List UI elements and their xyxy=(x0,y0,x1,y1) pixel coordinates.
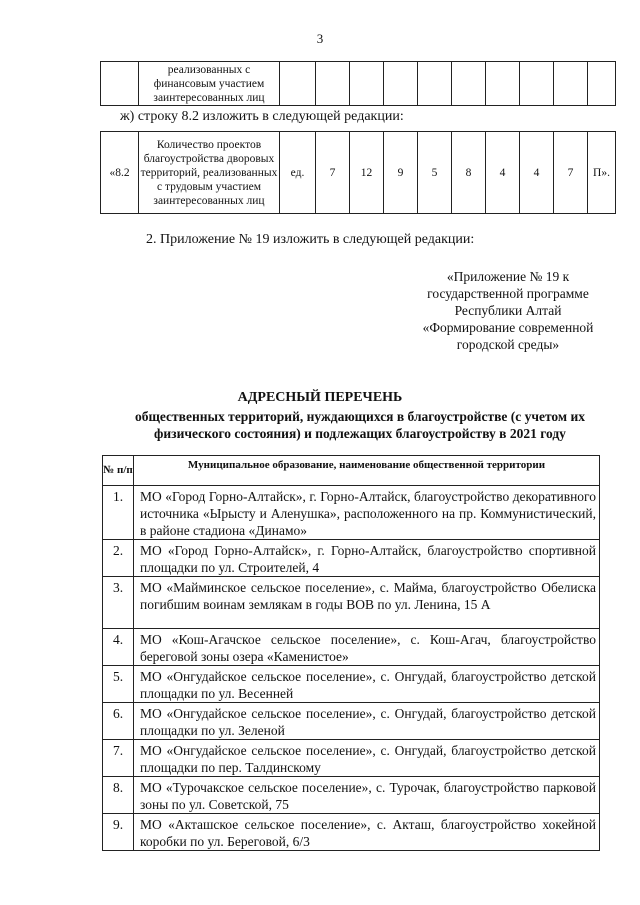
row-text: МО «Акташское сельское поселение», с. Акташ, благоустройство хокейной коробки по ул. Береговой, 6/3 xyxy=(134,814,600,851)
row-text: МО «Город Горно-Алтайск», г. Горно-Алтайск, благоустройство декоративного источника «Ырысту и Аленушка», расположенного на пр. Коммунистический, в районе стадиона «Динамо» xyxy=(134,486,600,540)
instruction-line: ж) строку 8.2 изложить в следующей редакции: xyxy=(120,109,404,124)
value-cell: 5 xyxy=(418,132,452,214)
row-text: МО «Майминское сельское поселение», с. Майма, благоустройство Обелиска погибшим воинам землякам в годы ВОВ по ул. Ленина, 15 А xyxy=(134,577,600,629)
address-list-table xyxy=(102,455,600,851)
header-name: Муниципальное образование, наименование общественной территории xyxy=(134,456,600,486)
row-number: 6. xyxy=(103,703,134,740)
value-cell: 4 xyxy=(486,132,520,214)
row-number: «8.2 xyxy=(101,132,139,214)
value-cell: 4 xyxy=(520,132,554,214)
value-cell: 9 xyxy=(384,132,418,214)
document-subtitle: общественных территорий, нуждающихся в благоустройстве (с учетом их физического состояния) и подлежащих благоустройству в 2021 году xyxy=(135,409,585,441)
row-text: МО «Кош-Агачское сельское поселение», с. Кош-Агач, благоустройство береговой зоны озера «Каменистое» xyxy=(134,629,600,666)
row-number: 9. xyxy=(103,814,134,851)
value-cell: 12 xyxy=(350,132,384,214)
header-number: № п/п xyxy=(103,456,134,486)
page-number: 3 xyxy=(316,31,324,46)
row-text: МО «Онгудайское сельское поселение», с. Онгудай, благоустройство детской площадки по ул. Зеленой xyxy=(134,703,600,740)
row-text: МО «Турочакское сельское поселение», с. Турочак, благоустройство парковой зоны по ул. Советской, 75 xyxy=(134,777,600,814)
unit-cell: ед. xyxy=(280,132,316,214)
instruction-line-2: 2. Приложение № 19 изложить в следующей редакции: xyxy=(146,232,475,247)
appendix-note: «Приложение № 19 к государственной программе Республики Алтай «Формирование современной городской среды» xyxy=(422,269,594,352)
row-number: 4. xyxy=(103,629,134,666)
indicator-table-fragment xyxy=(100,61,616,106)
row-8-2-table xyxy=(100,131,616,214)
row-number: 1. xyxy=(103,486,134,540)
row-number: 7. xyxy=(103,740,134,777)
row-number: 8. xyxy=(103,777,134,814)
value-cell: 8 xyxy=(452,132,486,214)
indicator-name-cell: реализованных с финансовым участием заинтересованных лиц xyxy=(139,62,280,106)
row-text: МО «Город Горно-Алтайск», г. Горно-Алтайск, благоустройство спортивной площадки по ул. Строителей, 4 xyxy=(134,540,600,577)
document-title: АДРЕСНЫЙ ПЕРЕЧЕНЬ xyxy=(237,390,403,405)
row-number: 3. xyxy=(103,577,134,629)
row-number: 2. xyxy=(103,540,134,577)
row-text: МО «Онгудайское сельское поселение», с. Онгудай, благоустройство детской площадки по пер. Талдинскому xyxy=(134,740,600,777)
value-cell: 7 xyxy=(316,132,350,214)
value-cell: 7 xyxy=(554,132,588,214)
end-cell: П». xyxy=(588,132,616,214)
row-text: МО «Онгудайское сельское поселение», с. Онгудай, благоустройство детской площадки по ул. Весенней xyxy=(134,666,600,703)
row-number: 5. xyxy=(103,666,134,703)
indicator-name: Количество проектов благоустройства дворовых территорий, реализованных с трудовым участием заинтересованных лиц xyxy=(139,132,280,214)
